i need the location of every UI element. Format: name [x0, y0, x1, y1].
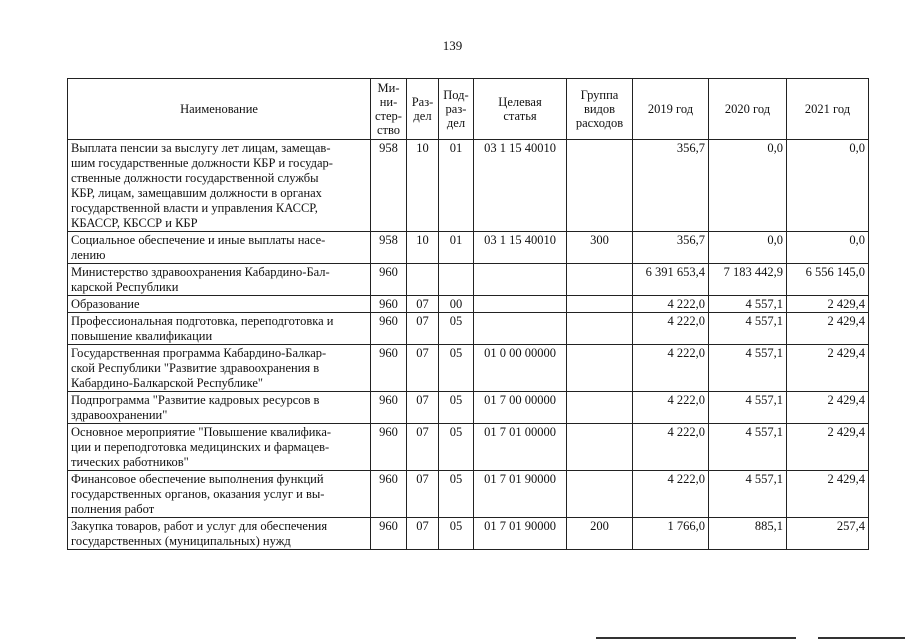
cell-name: Закупка товаров, работ и услуг для обеспечения государственных (муниципальных) нужд	[68, 518, 371, 550]
cell-name: Государственная программа Кабардино-Балкар- ской Республики "Развитие здравоохранения в Кабардино-Балкарской Республике"	[68, 345, 371, 392]
table-row	[68, 140, 869, 232]
cell-name: Подпрограмма "Развитие кадровых ресурсов в здравоохранении"	[68, 392, 371, 424]
table-header-row	[68, 79, 869, 140]
cell-section: 07	[407, 345, 439, 392]
cell-ministry: 958	[371, 140, 407, 232]
cell-group	[567, 140, 633, 232]
header-ministry: Ми- ни- стер- ство	[371, 79, 407, 140]
cell-ministry: 960	[371, 296, 407, 313]
cell-group: 300	[567, 232, 633, 264]
cell-2020: 4 557,1	[709, 345, 787, 392]
cell-2021: 2 429,4	[787, 345, 869, 392]
table-row	[68, 471, 869, 518]
cell-subsection: 05	[439, 471, 474, 518]
cell-ministry: 960	[371, 345, 407, 392]
cell-name: Основное мероприятие "Повышение квалифика- ции и переподготовка медицинских и фармацев- тических работников"	[68, 424, 371, 471]
cell-ministry: 960	[371, 518, 407, 550]
scan-artifact-line	[818, 637, 905, 639]
cell-group	[567, 392, 633, 424]
cell-2021: 257,4	[787, 518, 869, 550]
budget-table	[67, 78, 869, 550]
cell-2019: 4 222,0	[633, 296, 709, 313]
cell-ministry: 960	[371, 424, 407, 471]
cell-ministry: 960	[371, 264, 407, 296]
cell-group	[567, 424, 633, 471]
header-2021: 2021 год	[787, 79, 869, 140]
header-subsection: Под- раз- дел	[439, 79, 474, 140]
cell-name: Министерство здравоохранения Кабардино-Бал- карской Республики	[68, 264, 371, 296]
cell-2019: 1 766,0	[633, 518, 709, 550]
cell-2021: 2 429,4	[787, 313, 869, 345]
cell-name: Выплата пенсии за выслугу лет лицам, замещав- шим государственные должности КБР и государ- ственные должности государственной службы КБР, лицам, замещавшим должности в органах государственной власти и управления КАССР, КБАССР, КБССР и КБР	[68, 140, 371, 232]
table-row	[68, 296, 869, 313]
cell-2020: 4 557,1	[709, 392, 787, 424]
cell-section: 07	[407, 296, 439, 313]
cell-2021: 6 556 145,0	[787, 264, 869, 296]
cell-2019: 4 222,0	[633, 424, 709, 471]
cell-2019: 356,7	[633, 140, 709, 232]
cell-group	[567, 313, 633, 345]
cell-group: 200	[567, 518, 633, 550]
table-row	[68, 424, 869, 471]
cell-target: 03 1 15 40010	[474, 140, 567, 232]
table-row	[68, 313, 869, 345]
table-body	[68, 140, 869, 550]
cell-2021: 0,0	[787, 232, 869, 264]
cell-2019: 4 222,0	[633, 313, 709, 345]
cell-2020: 4 557,1	[709, 313, 787, 345]
cell-group	[567, 296, 633, 313]
cell-target	[474, 264, 567, 296]
cell-target: 01 0 00 00000	[474, 345, 567, 392]
cell-target: 01 7 01 90000	[474, 518, 567, 550]
cell-target: 03 1 15 40010	[474, 232, 567, 264]
cell-group	[567, 471, 633, 518]
cell-subsection	[439, 264, 474, 296]
cell-2020: 4 557,1	[709, 296, 787, 313]
cell-2021: 2 429,4	[787, 471, 869, 518]
cell-2019: 4 222,0	[633, 392, 709, 424]
cell-name: Социальное обеспечение и иные выплаты насе- лению	[68, 232, 371, 264]
header-target: Целевая статья	[474, 79, 567, 140]
header-section: Раз- дел	[407, 79, 439, 140]
cell-subsection: 05	[439, 313, 474, 345]
cell-subsection: 05	[439, 345, 474, 392]
cell-ministry: 960	[371, 392, 407, 424]
page-number: 139	[442, 38, 463, 53]
header-group: Группа видов расходов	[567, 79, 633, 140]
cell-2021: 0,0	[787, 140, 869, 232]
cell-subsection: 00	[439, 296, 474, 313]
cell-group	[567, 345, 633, 392]
cell-target: 01 7 00 00000	[474, 392, 567, 424]
cell-2021: 2 429,4	[787, 296, 869, 313]
cell-2019: 356,7	[633, 232, 709, 264]
table-row	[68, 232, 869, 264]
cell-target: 01 7 01 00000	[474, 424, 567, 471]
cell-target: 01 7 01 90000	[474, 471, 567, 518]
table-row	[68, 392, 869, 424]
table-row	[68, 518, 869, 550]
cell-section: 10	[407, 140, 439, 232]
cell-section: 07	[407, 518, 439, 550]
header-2019: 2019 год	[633, 79, 709, 140]
cell-subsection: 05	[439, 518, 474, 550]
cell-name: Финансовое обеспечение выполнения функций государственных органов, оказания услуг и вы- полнения работ	[68, 471, 371, 518]
cell-2020: 0,0	[709, 232, 787, 264]
header-2020: 2020 год	[709, 79, 787, 140]
cell-ministry: 960	[371, 471, 407, 518]
cell-section: 07	[407, 313, 439, 345]
cell-subsection: 01	[439, 140, 474, 232]
cell-2021: 2 429,4	[787, 392, 869, 424]
scan-artifact-line	[596, 637, 796, 639]
cell-section: 07	[407, 424, 439, 471]
cell-section: 07	[407, 392, 439, 424]
table-row	[68, 345, 869, 392]
cell-ministry: 958	[371, 232, 407, 264]
cell-section: 10	[407, 232, 439, 264]
cell-2020: 7 183 442,9	[709, 264, 787, 296]
cell-2020: 4 557,1	[709, 424, 787, 471]
cell-2020: 0,0	[709, 140, 787, 232]
cell-section: 07	[407, 471, 439, 518]
header-name: Наименование	[68, 79, 371, 140]
cell-group	[567, 264, 633, 296]
cell-target	[474, 296, 567, 313]
cell-2020: 885,1	[709, 518, 787, 550]
cell-name: Профессиональная подготовка, переподготовка и повышение квалификации	[68, 313, 371, 345]
cell-2019: 4 222,0	[633, 471, 709, 518]
cell-subsection: 05	[439, 424, 474, 471]
table-row	[68, 264, 869, 296]
cell-name: Образование	[68, 296, 371, 313]
cell-subsection: 05	[439, 392, 474, 424]
cell-2020: 4 557,1	[709, 471, 787, 518]
cell-2019: 6 391 653,4	[633, 264, 709, 296]
cell-2021: 2 429,4	[787, 424, 869, 471]
cell-ministry: 960	[371, 313, 407, 345]
cell-subsection: 01	[439, 232, 474, 264]
cell-2019: 4 222,0	[633, 345, 709, 392]
cell-section	[407, 264, 439, 296]
cell-target	[474, 313, 567, 345]
